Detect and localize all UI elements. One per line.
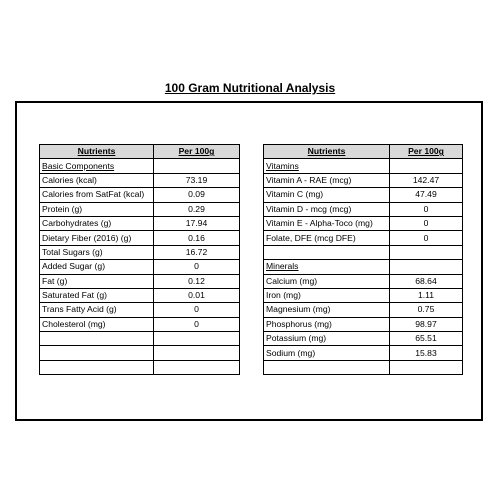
nutrient-value: 0.16 (154, 231, 240, 245)
nutrient-value (390, 245, 463, 259)
table-row (264, 288, 463, 302)
nutrient-label: Carbohydrates (g) (40, 216, 154, 230)
nutrient-label: Vitamin E - Alpha-Toco (mg) (264, 216, 390, 230)
table-row (264, 202, 463, 216)
table-row (40, 317, 240, 331)
nutrient-label: Vitamin C (mg) (264, 188, 390, 202)
vitamins-minerals-table (263, 144, 463, 375)
table-row (40, 202, 240, 216)
nutrient-label: Sodium (mg) (264, 346, 390, 360)
nutrient-label: Total Sugars (g) (40, 245, 154, 259)
table-row (40, 346, 240, 360)
table-row (264, 360, 463, 374)
nutrient-label: Added Sugar (g) (40, 260, 154, 274)
nutrient-value (154, 346, 240, 360)
nutrient-label: Calcium (mg) (264, 274, 390, 288)
section-label: Minerals (264, 260, 390, 274)
nutrient-value (390, 159, 463, 173)
nutrient-value (390, 360, 463, 374)
table-row (264, 346, 463, 360)
nutrient-value: 0.09 (154, 188, 240, 202)
section-header-row (264, 260, 463, 274)
table-row (40, 188, 240, 202)
table-row (40, 231, 240, 245)
table-row (40, 360, 240, 374)
nutrient-value: 0 (390, 202, 463, 216)
nutrient-value: 16.72 (154, 245, 240, 259)
nutrient-value: 0.75 (390, 303, 463, 317)
table-row (264, 274, 463, 288)
nutrient-label: Cholesterol (mg) (40, 317, 154, 331)
nutrient-label (264, 360, 390, 374)
nutrient-label: Vitamin A - RAE (mcg) (264, 173, 390, 187)
nutrient-value: 1.11 (390, 288, 463, 302)
nutrient-value (390, 260, 463, 274)
page-title: 100 Gram Nutritional Analysis (164, 81, 336, 95)
table-row (264, 317, 463, 331)
nutrient-value: 0.12 (154, 274, 240, 288)
table-row (264, 216, 463, 230)
table-row (40, 245, 240, 259)
nutrient-label: Calories (kcal) (40, 173, 154, 187)
section-label: Basic Components (40, 159, 154, 173)
nutrient-label: Trans Fatty Acid (g) (40, 303, 154, 317)
table-row (40, 274, 240, 288)
nutrient-value: 47.49 (390, 188, 463, 202)
table-row (264, 332, 463, 346)
table-row (40, 260, 240, 274)
nutrient-value: 73.19 (154, 173, 240, 187)
nutrient-label: Magnesium (mg) (264, 303, 390, 317)
table-header-row (264, 145, 463, 159)
nutrient-label (40, 332, 154, 346)
section-header-row (40, 159, 240, 173)
per-100g-header: Per 100g (390, 145, 463, 159)
nutrient-value: 0.29 (154, 202, 240, 216)
nutrient-value: 142.47 (390, 173, 463, 187)
basic-components-table (39, 144, 240, 375)
nutrient-value: 0 (154, 317, 240, 331)
nutrient-label: Folate, DFE (mcg DFE) (264, 231, 390, 245)
table-row (40, 173, 240, 187)
section-header-row (264, 159, 463, 173)
nutrient-value: 0 (390, 231, 463, 245)
nutrient-label: Iron (mg) (264, 288, 390, 302)
nutrient-label: Saturated Fat (g) (40, 288, 154, 302)
table-row (264, 188, 463, 202)
nutrient-label: Protein (g) (40, 202, 154, 216)
table-row (264, 231, 463, 245)
nutrient-value (154, 360, 240, 374)
table-header-row (40, 145, 240, 159)
nutrient-value: 0 (154, 303, 240, 317)
nutrient-value: 68.64 (390, 274, 463, 288)
table-row (40, 332, 240, 346)
table-row (264, 303, 463, 317)
nutrient-value: 0 (390, 216, 463, 230)
nutrient-label (264, 245, 390, 259)
nutrient-label: Dietary Fiber (2016) (g) (40, 231, 154, 245)
nutrient-label: Calories from SatFat (kcal) (40, 188, 154, 202)
table-row (40, 288, 240, 302)
table-row (40, 216, 240, 230)
table-row (264, 245, 463, 259)
nutrient-label: Phosphorus (mg) (264, 317, 390, 331)
nutrient-value: 65.51 (390, 332, 463, 346)
nutrient-label: Vitamin D - mcg (mcg) (264, 202, 390, 216)
nutrient-value: 0.01 (154, 288, 240, 302)
nutrient-label: Potassium (mg) (264, 332, 390, 346)
nutrient-value: 15.83 (390, 346, 463, 360)
nutrients-header: Nutrients (40, 145, 154, 159)
nutrient-value: 17.94 (154, 216, 240, 230)
nutrient-label: Fat (g) (40, 274, 154, 288)
table-row (40, 303, 240, 317)
nutrient-value (154, 332, 240, 346)
nutrient-label (40, 360, 154, 374)
per-100g-header: Per 100g (154, 145, 240, 159)
nutrients-header: Nutrients (264, 145, 390, 159)
nutrient-label (40, 346, 154, 360)
nutrient-value (154, 159, 240, 173)
nutrient-value: 0 (154, 260, 240, 274)
table-row (264, 173, 463, 187)
section-label: Vitamins (264, 159, 390, 173)
nutrient-value: 98.97 (390, 317, 463, 331)
